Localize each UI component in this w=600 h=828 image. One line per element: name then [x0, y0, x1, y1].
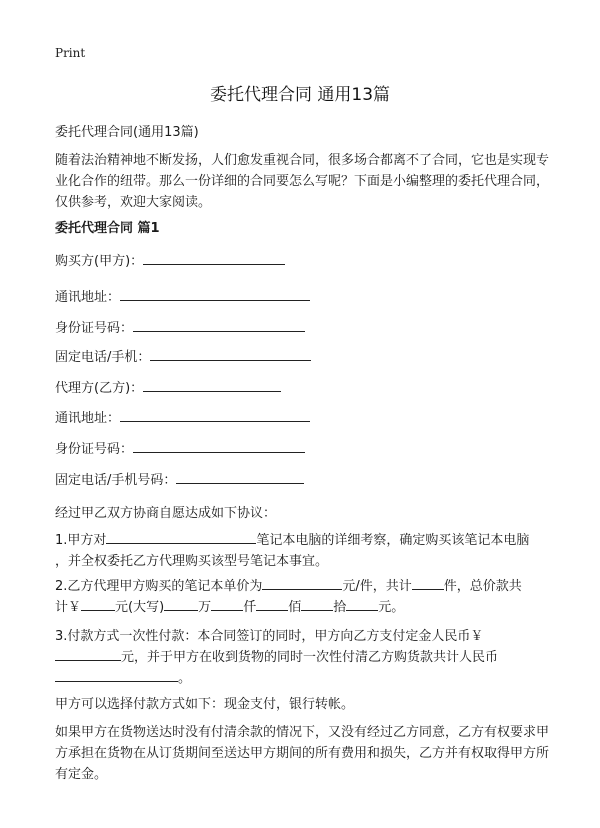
fill-line[interactable] — [120, 409, 310, 422]
clause-text: ，并全权委托乙方代理购买该型号笔记本事宜。 — [55, 554, 329, 569]
fill-line[interactable] — [133, 319, 305, 332]
clause-text: 元(大写) — [115, 600, 165, 615]
clause-text: 仟 — [243, 600, 257, 615]
agreement-intro: 经过甲乙双方协商自愿达成如下协议： — [55, 506, 277, 521]
fill-line[interactable] — [55, 649, 121, 661]
field-label: 购买方(甲方)： — [55, 254, 144, 269]
fill-line[interactable] — [55, 670, 178, 682]
clause-1 — [55, 530, 550, 572]
fill-line[interactable] — [301, 599, 333, 611]
field-agent — [55, 377, 281, 396]
clause-3 — [55, 626, 550, 689]
field-label: 固定电话/手机： — [55, 350, 151, 365]
field-label: 固定电话/手机号码： — [55, 473, 177, 488]
page-title: 委托代理合同 通用13篇 — [209, 85, 391, 105]
clause-text: 笔记本电脑的详细考察，确定购买该笔记本电脑 — [256, 533, 530, 548]
field-label: 代理方(乙方)： — [55, 381, 144, 396]
clause-text: 3.付款方式一次性付款：本合同签订的同时，甲方向乙方支付定金人民币￥ — [55, 629, 484, 644]
field-buyer-address — [55, 286, 310, 305]
fill-line[interactable] — [143, 252, 285, 265]
fill-line[interactable] — [81, 599, 115, 611]
fill-line[interactable] — [133, 440, 305, 453]
field-label: 通讯地址： — [55, 411, 121, 426]
field-label: 通讯地址： — [55, 290, 121, 305]
intro-paragraph: 随着法治精神地不断发扬，人们愈发重视合同，很多场合都离不了合同，它也是实现专业化合作的纽带。那么一份详细的合同要怎么写呢？下面是小编整理的委托代理合同，仅供参考，欢迎大家阅读。 — [55, 153, 550, 210]
clause-text: 计￥ — [55, 600, 82, 615]
clause-text: 万 — [198, 600, 212, 615]
field-buyer-phone — [55, 346, 311, 365]
clause-text: 佰 — [288, 600, 302, 615]
fill-line[interactable] — [256, 599, 288, 611]
field-agent-phone — [55, 469, 304, 488]
print-link[interactable]: Print — [55, 46, 86, 60]
clause-text: 件，总价款共 — [443, 579, 522, 594]
fill-line[interactable] — [211, 599, 243, 611]
field-agent-id — [55, 438, 305, 457]
fill-line[interactable] — [412, 578, 444, 590]
fill-line[interactable] — [346, 599, 378, 611]
field-label: 身份证号码： — [55, 321, 134, 336]
clause-text: 拾 — [333, 600, 347, 615]
fill-line[interactable] — [143, 379, 281, 392]
fill-line[interactable] — [164, 599, 198, 611]
clause-text: 元。 — [378, 600, 405, 615]
fill-line[interactable] — [176, 471, 304, 484]
clause-text: 元/件，共计 — [342, 579, 412, 594]
fill-line[interactable] — [150, 348, 311, 361]
document-subtitle: 委托代理合同(通用13篇) — [55, 125, 199, 140]
clause-text: 1.甲方对 — [55, 533, 107, 548]
field-buyer — [55, 250, 285, 269]
payment-methods: 甲方可以选择付款方式如下：现金支付，银行转帐。 — [55, 697, 355, 712]
fill-line[interactable] — [106, 532, 256, 544]
section-heading: 委托代理合同 篇1 — [55, 221, 160, 236]
clause-text: 元，并于甲方在收到货物的同时一次性付清乙方购货款共计人民币 — [121, 650, 499, 665]
clause-text: 。 — [178, 671, 192, 686]
fill-line[interactable] — [120, 288, 310, 301]
clause-text: 2.乙方代理甲方购买的笔记本单价为 — [55, 579, 263, 594]
penalty-paragraph: 如果甲方在货物送达时没有付清余款的情况下，又没有经过乙方同意，乙方有权要求甲方承担在货物在从订货期间至送达甲方期间的所有费用和损失，乙方并有权取得甲方所有定金。 — [55, 725, 550, 782]
field-label: 身份证号码： — [55, 442, 134, 457]
fill-line[interactable] — [262, 578, 342, 590]
clause-2 — [55, 576, 550, 618]
field-buyer-id — [55, 317, 305, 336]
field-agent-address — [55, 407, 310, 426]
